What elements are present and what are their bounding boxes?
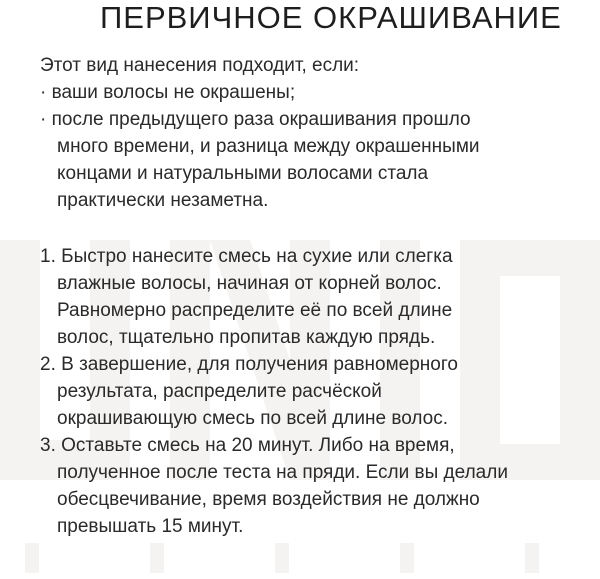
step-2-cont: окрашивающую смесь по всей длине волос. (57, 408, 449, 429)
step-1-cont: волос, тщательно пропитав каждую прядь. (57, 327, 436, 348)
intro-lead: Этот вид нанесения подходит, если: (40, 55, 360, 76)
intro-bullet-cont: много времени, и разница между окрашенными (57, 136, 480, 157)
intro-bullet-cont: концами и натуральными волосами стала (57, 163, 429, 184)
step-1: 1. Быстро нанесите смесь на сухие или слегка (40, 246, 453, 267)
page-title: ПЕРВИЧНОЕ ОКРАШИВАНИЕ (100, 0, 562, 35)
step-3-cont: полученное после теста на пряди. Если вы делали (57, 462, 508, 483)
step-3-cont: обесцвечивание, время воздействия не должно (57, 489, 480, 510)
intro-bullet-cont: практически незаметна. (57, 190, 269, 211)
spacer (40, 214, 580, 243)
step-2-cont: результата, распределите расчёской (57, 381, 382, 402)
step-2: 2. В завершение, для получения равномерного (40, 354, 458, 375)
step-1-cont: Равномерно распределите её по всей длине (57, 300, 453, 321)
step-1-cont: влажные волосы, начиная от корней волос. (57, 273, 442, 294)
step-3: 3. Оставьте смесь на 20 минут. Либо на время, (40, 435, 455, 456)
step-3-cont: превышать 15 минут. (57, 516, 244, 537)
intro-bullet: · после предыдущего раза окрашивания прошло (40, 109, 471, 130)
intro-bullet: · ваши волосы не окрашены; (40, 82, 296, 103)
